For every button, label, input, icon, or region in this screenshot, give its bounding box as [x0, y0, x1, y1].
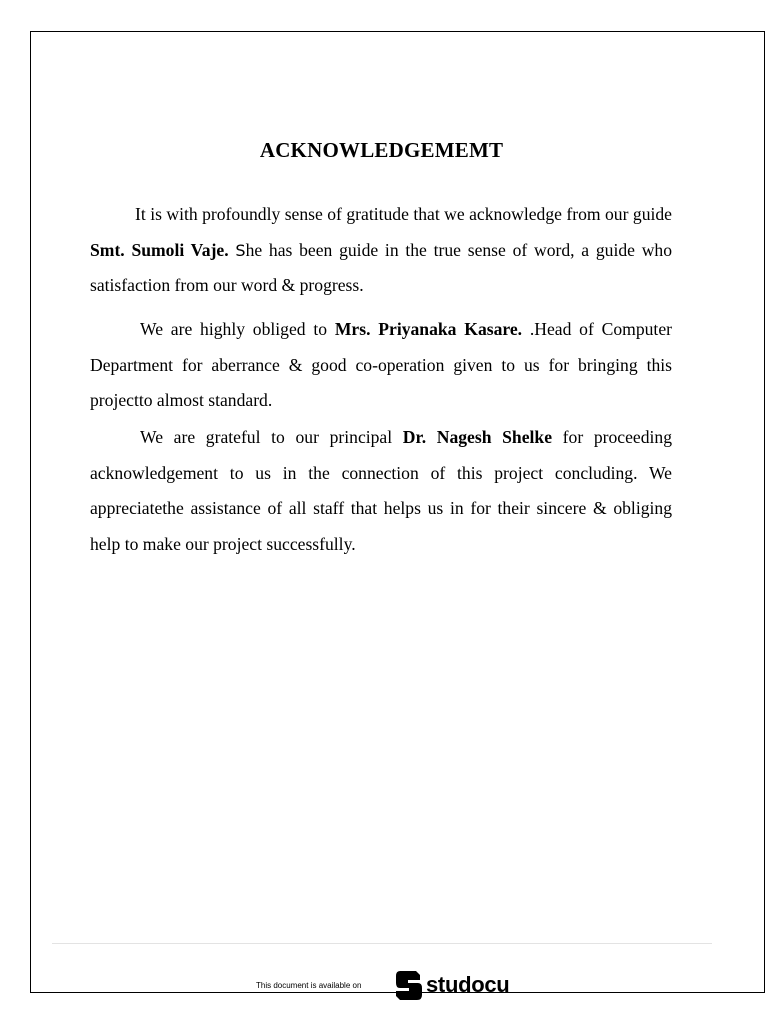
principal-name: Dr. Nagesh Shelke — [402, 427, 553, 447]
studocu-logo-icon — [394, 969, 424, 1001]
hod-name: Mrs. Priyanaka Kasare. — [334, 319, 523, 339]
paragraph-guide — [90, 197, 672, 304]
paragraph-principal — [90, 420, 672, 562]
studocu-brand-text: studocu — [426, 972, 510, 997]
paragraph-text: for proceeding acknowledgement to us in the connection of this project concluding. We appreciatethe assistance of all staff that helps us in for their sincere & obliging help to make our project successfully. — [90, 427, 672, 554]
paragraph-text: S — [235, 240, 246, 260]
paragraph-hod — [90, 312, 672, 419]
paragraph-text: .Head of Computer Department for aberrance & good co-operation given to us for bringing this projectto almost standard. — [90, 319, 672, 410]
footer-divider — [52, 943, 712, 944]
guide-name: Smt. Sumoli Vaje. — [90, 239, 229, 260]
studocu-logo-link[interactable] — [394, 969, 509, 1001]
footer-availability-note: This document is available on — [256, 981, 362, 990]
paragraph-text: he has been guide in the true sense of word, a guide who satisfaction from our word & progress. — [90, 239, 672, 295]
paragraph-text: It is with profoundly sense of gratitude that we acknowledge from our guide — [135, 204, 672, 224]
page-title: ACKNOWLEDGEMEMT — [259, 138, 504, 162]
paragraph-text: We are highly obliged to — [140, 319, 335, 339]
paragraph-text: We are grateful to our principal — [140, 427, 403, 447]
